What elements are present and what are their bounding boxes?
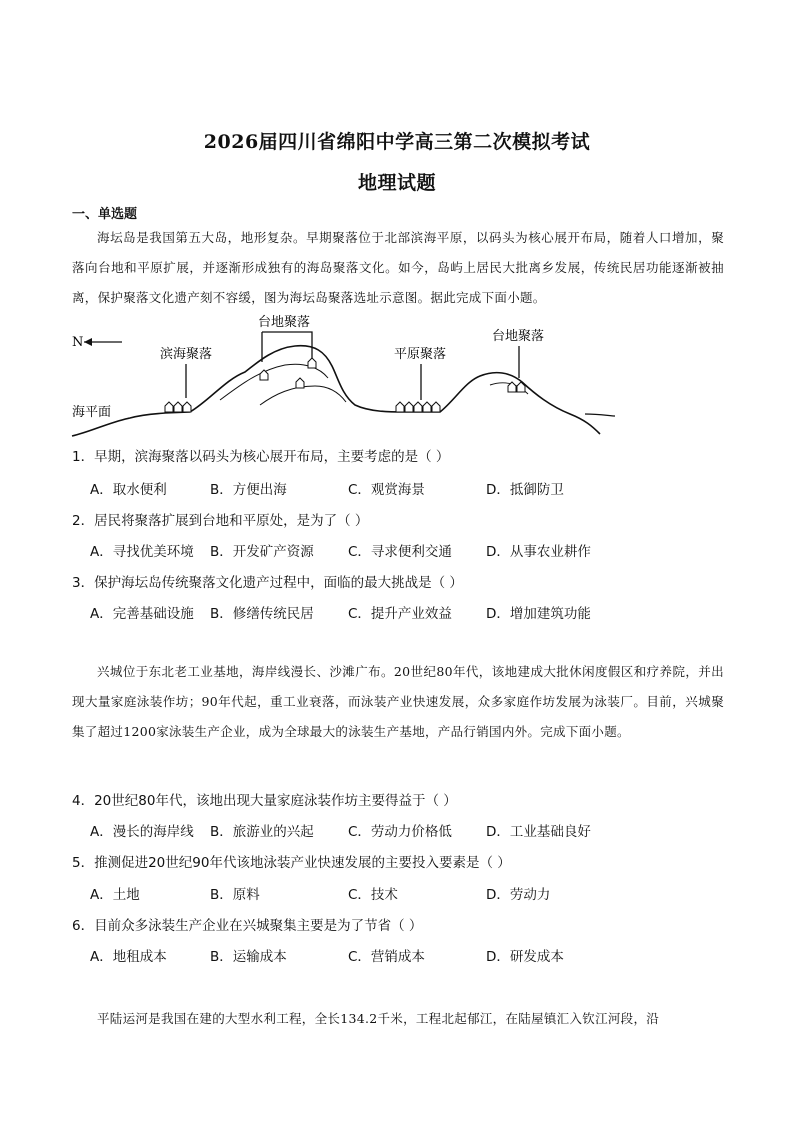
option-d[interactable]: D．研发成本 (486, 949, 564, 965)
option-b[interactable]: B．修缮传统民居 (210, 606, 314, 622)
north-label: N (72, 335, 84, 350)
option-a[interactable]: A．漫长的海岸线 (90, 824, 194, 840)
exam-title: 2026届四川省绵阳中学高三第二次模拟考试 (203, 131, 591, 153)
option-d[interactable]: D．从事农业耕作 (486, 544, 591, 560)
question-6: 6．目前众多泳装生产企业在兴城聚集主要是为了节省（ ） (72, 918, 423, 934)
option-b[interactable]: B．开发矿产资源 (210, 544, 314, 560)
terrace-settlement-label-1: 台地聚落 (258, 315, 311, 330)
plain-houses-icon (396, 402, 440, 412)
terrace-houses-icon-2 (508, 382, 525, 392)
option-d[interactable]: D．劳动力 (486, 887, 551, 903)
option-b[interactable]: B．旅游业的兴起 (210, 824, 314, 840)
section-heading: 一、单选题 (72, 207, 138, 222)
option-d[interactable]: D．抵御防卫 (486, 482, 564, 498)
relief-line (260, 386, 346, 405)
terrace-houses-icon (260, 358, 316, 388)
option-b[interactable]: B．方便出海 (210, 482, 287, 498)
subject-title: 地理试题 (357, 172, 436, 194)
option-d[interactable]: D．工业基础良好 (486, 824, 591, 840)
option-a[interactable]: A．取水便利 (90, 482, 167, 498)
option-a[interactable]: A．土地 (90, 887, 140, 903)
plain-settlement-label: 平原聚落 (394, 347, 447, 362)
option-c[interactable]: C．技术 (348, 887, 398, 903)
sea-level-label: 海平面 (72, 405, 112, 420)
settlement-diagram (70, 310, 620, 440)
passage-3: 平陆运河是我国在建的大型水利工程，全长134.2千米，工程北起郁江，在陆屋镇汇入钦江河段，沿 (97, 1011, 660, 1026)
option-d[interactable]: D．增加建筑功能 (486, 606, 591, 622)
coastal-settlement-label: 滨海聚落 (160, 347, 213, 362)
option-b[interactable]: B．运输成本 (210, 949, 287, 965)
option-a[interactable]: A．地租成本 (90, 949, 167, 965)
option-b[interactable]: B．原料 (210, 887, 260, 903)
option-a[interactable]: A．完善基础设施 (90, 606, 194, 622)
question-4: 4．20世纪80年代，该地出现大量家庭泳装作坊主要得益于（ ） (72, 793, 457, 809)
question-3: 3．保护海坛岛传统聚落文化遗产过程中，面临的最大挑战是（ ） (72, 575, 463, 591)
north-arrow-head (84, 338, 92, 346)
question-2: 2．居民将聚落扩展到台地和平原处，是为了（ ） (72, 513, 369, 529)
option-c[interactable]: C．劳动力价格低 (348, 824, 452, 840)
question-5: 5．推测促进20世纪90年代该地泳装产业快速发展的主要投入要素是（ ） (72, 855, 511, 871)
option-a[interactable]: A．寻找优美环境 (90, 544, 194, 560)
sea-line (585, 414, 615, 416)
option-c[interactable]: C．营销成本 (348, 949, 425, 965)
option-c[interactable]: C．提升产业效益 (348, 606, 452, 622)
coastal-houses-icon (165, 402, 191, 412)
passage-2: 兴城位于东北老工业基地，海岸线漫长、沙滩广布。20世纪80年代，该地建成大批休闲度假区和疗养院，并出现大量家庭泳装作坊；90年代起，重工业衰落，而泳装产业快速发展，众多家庭作坊发展为泳装厂。目前，兴城聚集了超过1200家泳装生产企业，成为全球最大的泳装生产基地，产品行销国内外。完成下面小题。 (72, 664, 724, 739)
terrace-settlement-label-2: 台地聚落 (492, 329, 545, 344)
option-c[interactable]: C．寻求便利交通 (348, 544, 452, 560)
question-1: 1．早期，滨海聚落以码头为核心展开布局，主要考虑的是（ ） (72, 449, 450, 465)
option-c[interactable]: C．观赏海景 (348, 482, 425, 498)
passage-1: 海坛岛是我国第五大岛，地形复杂。早期聚落位于北部滨海平原，以码头为核心展开布局，随着人口增加，聚落向台地和平原扩展，并逐渐形成独有的海岛聚落文化。如今，岛屿上居民大批离乡发展，传统民居功能逐渐被抽离，保护聚落文化遗产刻不容缓，图为海坛岛聚落选址示意图。据此完成下面小题。 (72, 230, 724, 305)
relief-line (220, 364, 328, 400)
